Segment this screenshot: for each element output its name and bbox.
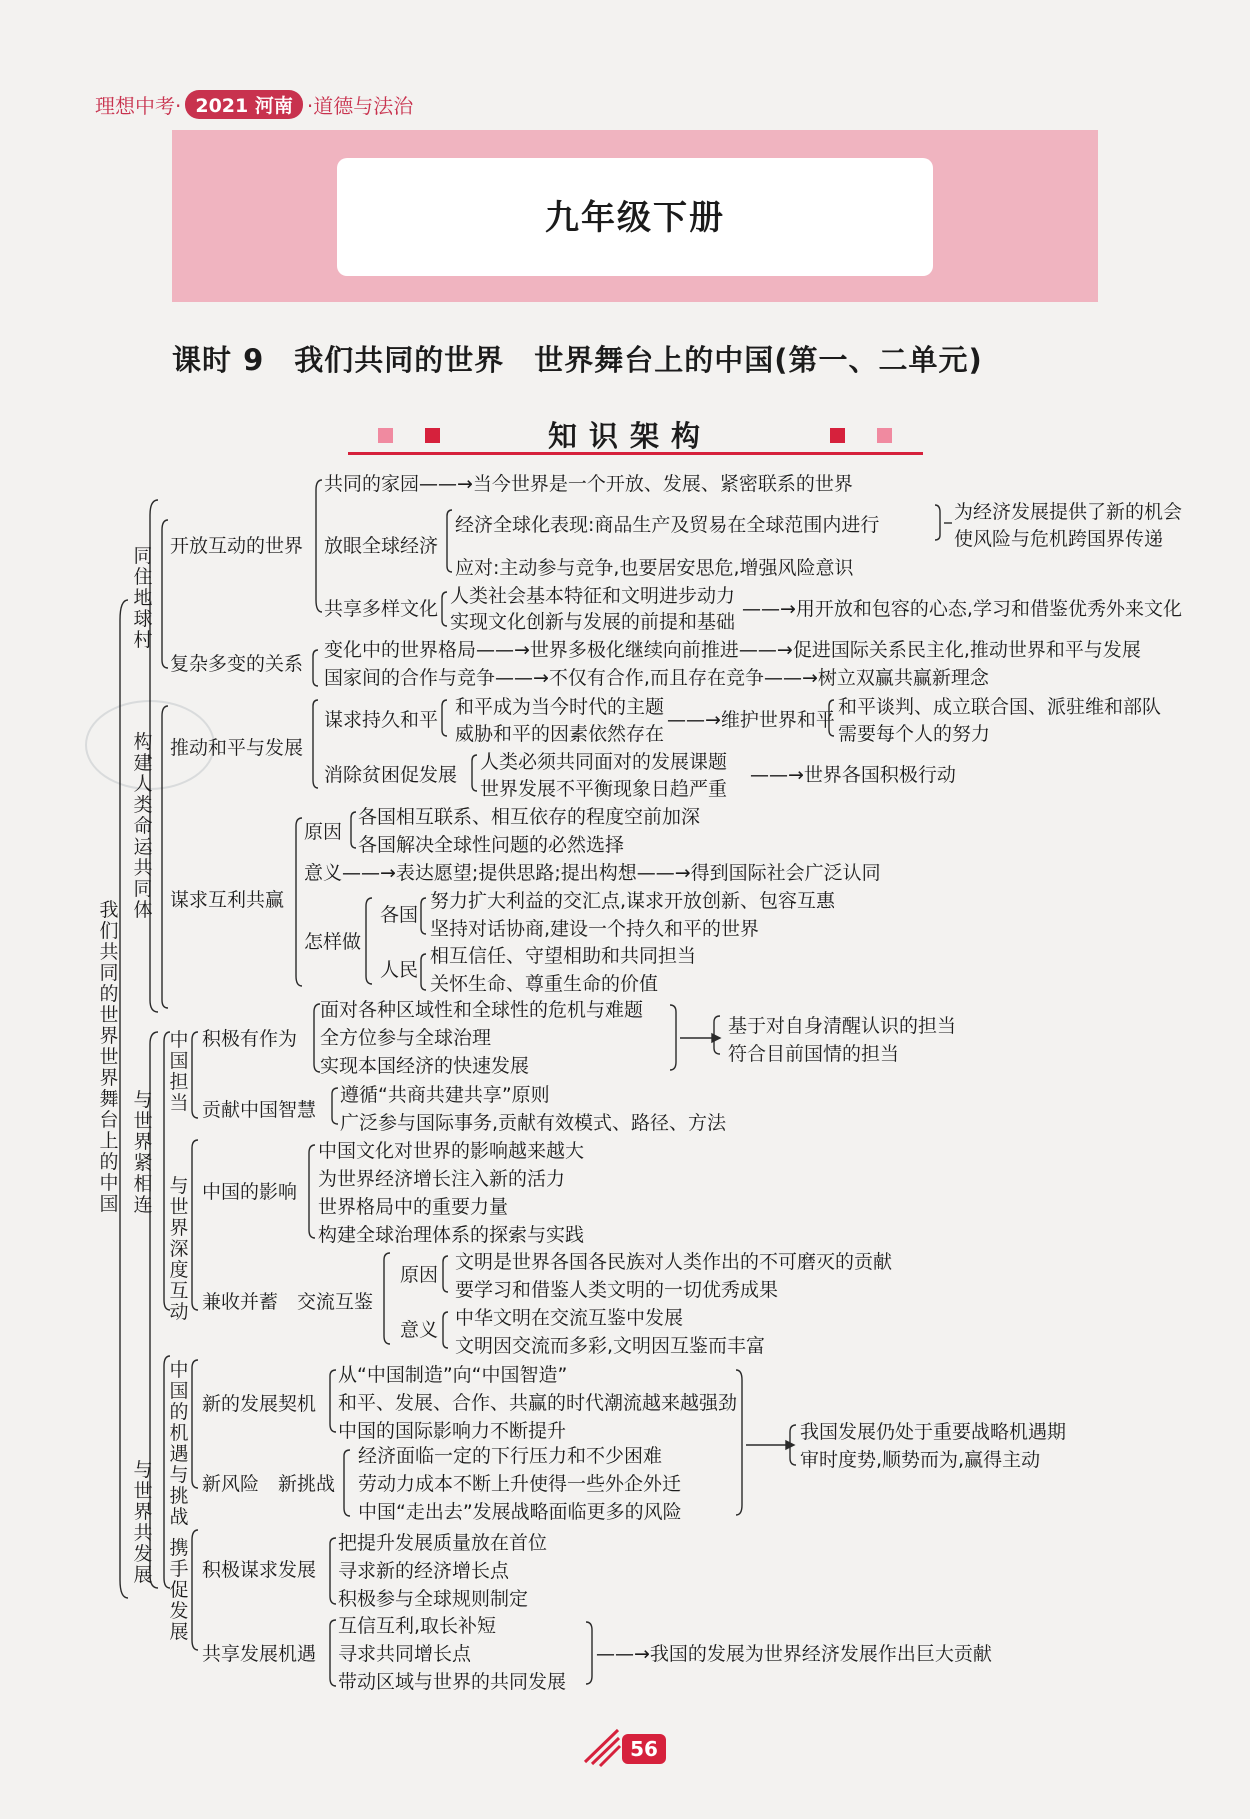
node-sh1: 互信互利,取长补短 — [338, 1615, 497, 1637]
node-newop1: 从“中国制造”向“中国智造” — [338, 1364, 568, 1386]
root-label: 我们共同的世界 世界舞台上的中国 — [99, 899, 119, 1215]
node-newop3: 中国的国际影响力不断提升 — [338, 1420, 567, 1442]
node-active3: 实现本国经济的快速发展 — [320, 1055, 530, 1077]
page-deco-stripe — [600, 1746, 620, 1766]
node-risk2: 劳动力成本不断上升使得一些外企外迁 — [358, 1473, 682, 1495]
node-opp-r2: 审时度势,顺势而为,赢得主动 — [800, 1449, 1041, 1471]
node-sharedev: 共享发展机遇 — [202, 1643, 317, 1665]
volume-title: 九年级下册 — [545, 198, 725, 238]
node-inf3: 世界格局中的重要力量 — [318, 1196, 509, 1218]
node-sd3: 积极参与全球规则制定 — [338, 1588, 529, 1610]
header-badge: 2021 河南 — [185, 90, 303, 119]
u2-group2-label: 与世界共发展 — [133, 1459, 153, 1586]
lesson-title: 课时 9 我们共同的世界 世界舞台上的中国(第一、二单元) — [172, 343, 983, 377]
node-sd2: 寻求新的经济增长点 — [338, 1560, 510, 1582]
node-risk1: 经济面临一定的下行压力和不少困难 — [358, 1445, 663, 1467]
node-newop2: 和平、发展、合作、共赢的时代潮流越来越强劲 — [338, 1392, 738, 1414]
node-seek1: 和平成为当今时代的主题 — [455, 696, 665, 718]
node-share1: 人类社会基本特征和文明进步动力 — [450, 585, 736, 607]
page-number: 56 — [622, 1734, 666, 1764]
node-complex1: 变化中的世界格局——→世界多极化继续向前推进——→促进国际关系民主化,推动世界和平与发展 — [324, 639, 1141, 661]
node-opp-r1: 我国发展仍处于重要战略机遇期 — [800, 1421, 1067, 1443]
node-ab-r2: 要学习和借鉴人类文明的一切优秀成果 — [455, 1279, 779, 1301]
node-reason1: 各国相互联系、相互依存的程度空前加深 — [358, 806, 701, 828]
node-complex: 复杂多变的关系 — [170, 653, 304, 675]
node-seek: 谋求持久和平 — [324, 709, 439, 731]
node-sh3: 带动区域与世界的共同发展 — [338, 1671, 567, 1693]
node-active-r1: 基于对自身清醒认识的担当 — [728, 1015, 957, 1037]
node-opp: 中国的机遇与挑战 — [169, 1359, 189, 1528]
node-wisdom2: 广泛参与国际事务,贡献有效模式、路径、方法 — [340, 1112, 727, 1134]
node-glob1b: 使风险与危机跨国界传递 — [954, 528, 1164, 550]
node-how: 怎样做 — [304, 931, 362, 953]
node-seek2: 威胁和平的因素依然存在 — [455, 723, 665, 745]
node-inf2: 为世界经济增长注入新的活力 — [318, 1168, 566, 1190]
node-share-r: ——→用开放和包容的心态,学习和借鉴优秀外来文化 — [742, 598, 1182, 620]
node-seekdev: 积极谋求发展 — [202, 1559, 317, 1581]
node-pov-r: ——→世界各国积极行动 — [750, 764, 956, 786]
node-ab-m1: 中华文明在交流互鉴中发展 — [455, 1307, 684, 1329]
node-seek-r2: 需要每个人的努力 — [838, 723, 991, 745]
node-ab-m2: 文明因交流而多彩,文明因互鉴而丰富 — [455, 1335, 766, 1357]
node-ab-meaning: 意义 — [400, 1319, 439, 1341]
node-active2: 全方位参与全球治理 — [320, 1027, 492, 1049]
node-reason: 原因 — [304, 821, 343, 843]
node-inf1: 中国文化对世界的影响越来越大 — [318, 1140, 585, 1162]
node-newop: 新的发展契机 — [202, 1393, 317, 1415]
node-share: 共享多样文化 — [324, 598, 439, 620]
node-nations2: 坚持对话协商,建设一个持久和平的世界 — [430, 918, 760, 940]
node-active-r2: 符合目前国情的担当 — [728, 1043, 900, 1065]
section-title: 知识架构 — [548, 419, 713, 453]
node-risk3: 中国“走出去”发展战略面临更多的风险 — [358, 1501, 682, 1523]
node-pov2: 世界发展不平衡现象日趋严重 — [480, 778, 728, 800]
node-newrisk: 新风险 新挑战 — [202, 1473, 336, 1495]
node-sd1: 把提升发展质量放在首位 — [338, 1532, 548, 1554]
node-wisdom: 贡献中国智慧 — [202, 1099, 317, 1121]
header-suffix: ·道德与法治 — [306, 94, 414, 118]
node-glob2: 应对:主动参与竞争,也要居安思危,增强风险意识 — [455, 557, 854, 579]
node-seek-r1: 和平谈判、成立联合国、派驻维和部队 — [838, 696, 1162, 718]
node-seek-m: ——→维护世界和平 — [667, 709, 835, 731]
node-absorb: 兼收并蓄 交流互鉴 — [202, 1291, 374, 1313]
node-wisdom1: 遵循“共商共建共享”原则 — [340, 1084, 550, 1106]
u2-group1-label: 与世界紧相连 — [133, 1089, 153, 1216]
group1-label: 同住地球村 — [133, 545, 153, 651]
node-active1: 面对各种区域性和全球性的危机与难题 — [320, 999, 644, 1021]
node-cn-resp: 中国担当 — [169, 1029, 189, 1114]
node-ab-reason: 原因 — [400, 1264, 439, 1286]
node-peace: 推动和平与发展 — [170, 737, 304, 759]
node-active: 积极有作为 — [202, 1028, 298, 1050]
node-glob: 放眼全球经济 — [324, 535, 439, 557]
node-hand: 携手促发展 — [169, 1537, 189, 1643]
node-ab-r1: 文明是世界各国各民族对人类作出的不可磨灭的贡献 — [455, 1251, 893, 1273]
node-reason2: 各国解决全球性问题的必然选择 — [358, 834, 625, 856]
node-nations: 各国 — [380, 904, 419, 926]
node-complex2: 国家间的合作与竞争——→不仅有合作,而且存在竞争——→树立双赢共赢新理念 — [324, 667, 989, 689]
node-people2: 关怀生命、尊重生命的价值 — [430, 973, 659, 995]
group2-label: 构建人类命运共同体 — [133, 731, 153, 921]
page-deco-stripe — [585, 1730, 618, 1762]
node-people1: 相互信任、守望相助和共同担当 — [430, 945, 697, 967]
node-sh-r: ——→我国的发展为世界经济发展作出巨大贡献 — [596, 1643, 992, 1665]
node-pov: 消除贫困促发展 — [324, 764, 458, 786]
node-home: 共同的家园——→当今世界是一个开放、发展、紧密联系的世界 — [324, 473, 853, 495]
node-glob1a: 为经济发展提供了新的机会 — [954, 501, 1183, 523]
node-nations1: 努力扩大利益的交汇点,谋求开放创新、包容互惠 — [430, 890, 836, 912]
node-share2: 实现文化创新与发展的前提和基础 — [450, 611, 736, 633]
header-prefix: 理想中考· — [95, 94, 182, 118]
node-open: 开放互动的世界 — [170, 535, 304, 557]
node-people: 人民 — [380, 959, 419, 981]
node-glob1: 经济全球化表现:商品生产及贸易在全球范围内进行 — [455, 514, 880, 536]
node-meaning: 意义——→表达愿望;提供思路;提出构想——→得到国际社会广泛认同 — [304, 862, 881, 884]
node-influence: 中国的影响 — [202, 1181, 298, 1203]
node-pov1: 人类必须共同面对的发展课题 — [480, 751, 728, 773]
node-win: 谋求互利共赢 — [170, 889, 285, 911]
node-sh2: 寻求共同增长点 — [338, 1643, 472, 1665]
node-inf4: 构建全球治理体系的探索与实践 — [318, 1224, 585, 1246]
node-deep: 与世界深度互动 — [169, 1175, 189, 1323]
